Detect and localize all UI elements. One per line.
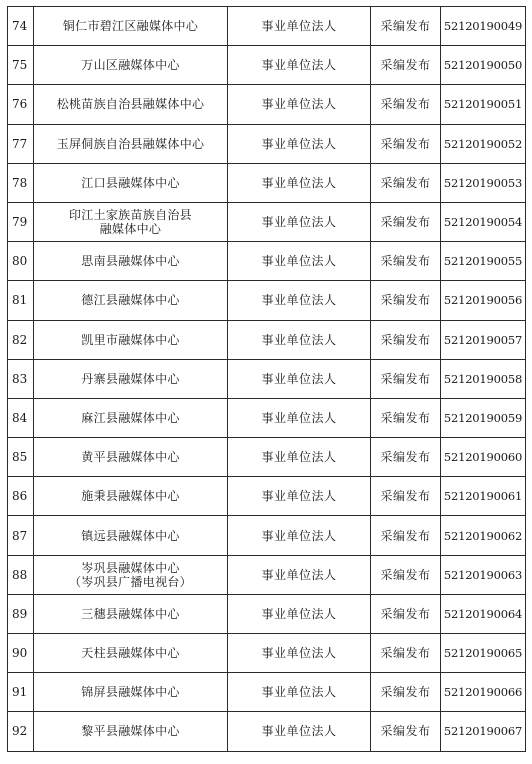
entity-type: 事业单位法人 — [228, 320, 371, 359]
organization-name-line: 松桃苗族自治县融媒体中心 — [56, 97, 205, 112]
entity-type: 事业单位法人 — [228, 7, 371, 46]
organization-name-line: 施秉县融媒体中心 — [81, 489, 180, 504]
row-number: 90 — [8, 634, 34, 673]
table-row — [8, 242, 526, 281]
organization-name-line: （岑巩县广播电视台） — [68, 574, 192, 589]
license-code: 52120190065 — [441, 634, 526, 673]
service-scope: 采编发布 — [371, 202, 441, 241]
row-number: 84 — [8, 398, 34, 437]
entity-type: 事业单位法人 — [228, 673, 371, 712]
organization-name-line: 铜仁市碧江区融媒体中心 — [62, 19, 199, 34]
entity-type: 事业单位法人 — [228, 438, 371, 477]
service-scope: 采编发布 — [371, 477, 441, 516]
organization-name — [34, 281, 228, 320]
license-code: 52120190053 — [441, 163, 526, 202]
organization-name — [34, 555, 228, 594]
table-row — [8, 634, 526, 673]
document-page — [7, 6, 525, 752]
organization-name — [34, 242, 228, 281]
row-number: 87 — [8, 516, 34, 555]
table-row — [8, 438, 526, 477]
table-row — [8, 398, 526, 437]
organization-name-line: 印江土家族苗族自治县 — [68, 208, 192, 223]
entity-type: 事业单位法人 — [228, 163, 371, 202]
service-scope: 采编发布 — [371, 46, 441, 85]
license-code: 52120190052 — [441, 124, 526, 163]
row-number: 74 — [8, 7, 34, 46]
entity-type: 事业单位法人 — [228, 242, 371, 281]
table-row — [8, 516, 526, 555]
organization-name — [34, 516, 228, 555]
license-code: 52120190056 — [441, 281, 526, 320]
service-scope: 采编发布 — [371, 438, 441, 477]
organization-name-line: 天柱县融媒体中心 — [81, 646, 180, 661]
entity-type: 事业单位法人 — [228, 85, 371, 124]
service-scope: 采编发布 — [371, 85, 441, 124]
row-number: 79 — [8, 202, 34, 241]
entity-type: 事业单位法人 — [228, 46, 371, 85]
organization-name-line: 江口县融媒体中心 — [81, 175, 180, 190]
service-scope: 采编发布 — [371, 359, 441, 398]
organization-name — [34, 46, 228, 85]
table-body — [8, 7, 526, 752]
table-row — [8, 202, 526, 241]
table-row — [8, 477, 526, 516]
entity-type: 事业单位法人 — [228, 202, 371, 241]
entity-type: 事业单位法人 — [228, 359, 371, 398]
license-code: 52120190049 — [441, 7, 526, 46]
table-row — [8, 124, 526, 163]
organization-name — [34, 673, 228, 712]
organization-name — [34, 320, 228, 359]
organization-name — [34, 634, 228, 673]
organization-name-line: 丹寨县融媒体中心 — [81, 371, 180, 386]
table-row — [8, 712, 526, 751]
organization-name-line: 思南县融媒体中心 — [81, 254, 180, 269]
row-number: 76 — [8, 85, 34, 124]
license-code: 52120190063 — [441, 555, 526, 594]
organization-name-line: 三穗县融媒体中心 — [81, 606, 180, 621]
table-row — [8, 46, 526, 85]
license-code: 52120190064 — [441, 594, 526, 633]
license-code: 52120190062 — [441, 516, 526, 555]
organization-name — [34, 712, 228, 751]
service-scope: 采编发布 — [371, 163, 441, 202]
service-scope: 采编发布 — [371, 124, 441, 163]
license-code: 52120190060 — [441, 438, 526, 477]
license-code: 52120190057 — [441, 320, 526, 359]
license-code: 52120190061 — [441, 477, 526, 516]
entity-type: 事业单位法人 — [228, 124, 371, 163]
row-number: 75 — [8, 46, 34, 85]
row-number: 85 — [8, 438, 34, 477]
service-scope: 采编发布 — [371, 398, 441, 437]
table-row — [8, 281, 526, 320]
organization-name-line: 镇远县融媒体中心 — [81, 528, 180, 543]
organization-name-line: 玉屏侗族自治县融媒体中心 — [56, 136, 205, 151]
organization-name — [34, 124, 228, 163]
row-number: 77 — [8, 124, 34, 163]
entity-type: 事业单位法人 — [228, 516, 371, 555]
license-code: 52120190050 — [441, 46, 526, 85]
service-scope: 采编发布 — [371, 555, 441, 594]
row-number: 83 — [8, 359, 34, 398]
row-number: 81 — [8, 281, 34, 320]
table-row — [8, 320, 526, 359]
row-number: 88 — [8, 555, 34, 594]
row-number: 91 — [8, 673, 34, 712]
row-number: 89 — [8, 594, 34, 633]
table-row — [8, 163, 526, 202]
organization-name — [34, 398, 228, 437]
entity-type: 事业单位法人 — [228, 594, 371, 633]
organization-name — [34, 7, 228, 46]
organization-name-line: 德江县融媒体中心 — [81, 293, 180, 308]
organization-name-line: 万山区融媒体中心 — [81, 58, 180, 73]
row-number: 92 — [8, 712, 34, 751]
organization-name-line: 黄平县融媒体中心 — [81, 450, 180, 465]
organization-name-line: 麻江县融媒体中心 — [81, 410, 180, 425]
row-number: 82 — [8, 320, 34, 359]
service-scope: 采编发布 — [371, 320, 441, 359]
organization-name-line: 融媒体中心 — [99, 222, 162, 237]
table-row — [8, 673, 526, 712]
organization-name — [34, 202, 228, 241]
table-row — [8, 594, 526, 633]
service-scope: 采编发布 — [371, 673, 441, 712]
table-row — [8, 555, 526, 594]
table-row — [8, 7, 526, 46]
service-scope: 采编发布 — [371, 634, 441, 673]
organization-name-line: 黎平县融媒体中心 — [81, 724, 180, 739]
service-scope: 采编发布 — [371, 281, 441, 320]
organization-name — [34, 85, 228, 124]
entity-type: 事业单位法人 — [228, 477, 371, 516]
organization-name — [34, 594, 228, 633]
row-number: 86 — [8, 477, 34, 516]
organization-name — [34, 477, 228, 516]
license-code: 52120190051 — [441, 85, 526, 124]
table-row — [8, 359, 526, 398]
service-scope: 采编发布 — [371, 712, 441, 751]
table-row — [8, 85, 526, 124]
license-code: 52120190066 — [441, 673, 526, 712]
entity-type: 事业单位法人 — [228, 281, 371, 320]
organization-name — [34, 359, 228, 398]
entity-type: 事业单位法人 — [228, 712, 371, 751]
organization-name-line: 岑巩县融媒体中心 — [81, 560, 180, 575]
entity-type: 事业单位法人 — [228, 555, 371, 594]
organization-name — [34, 163, 228, 202]
organization-name-line: 锦屏县融媒体中心 — [81, 685, 180, 700]
service-scope: 采编发布 — [371, 516, 441, 555]
entity-type: 事业单位法人 — [228, 634, 371, 673]
entity-type: 事业单位法人 — [228, 398, 371, 437]
license-code: 52120190054 — [441, 202, 526, 241]
service-scope: 采编发布 — [371, 242, 441, 281]
service-scope: 采编发布 — [371, 7, 441, 46]
license-code: 52120190058 — [441, 359, 526, 398]
service-scope: 采编发布 — [371, 594, 441, 633]
row-number: 78 — [8, 163, 34, 202]
license-code: 52120190059 — [441, 398, 526, 437]
license-code: 52120190055 — [441, 242, 526, 281]
organization-name-line: 凯里市融媒体中心 — [81, 332, 180, 347]
license-code: 52120190067 — [441, 712, 526, 751]
registry-table — [7, 6, 526, 752]
row-number: 80 — [8, 242, 34, 281]
organization-name — [34, 438, 228, 477]
